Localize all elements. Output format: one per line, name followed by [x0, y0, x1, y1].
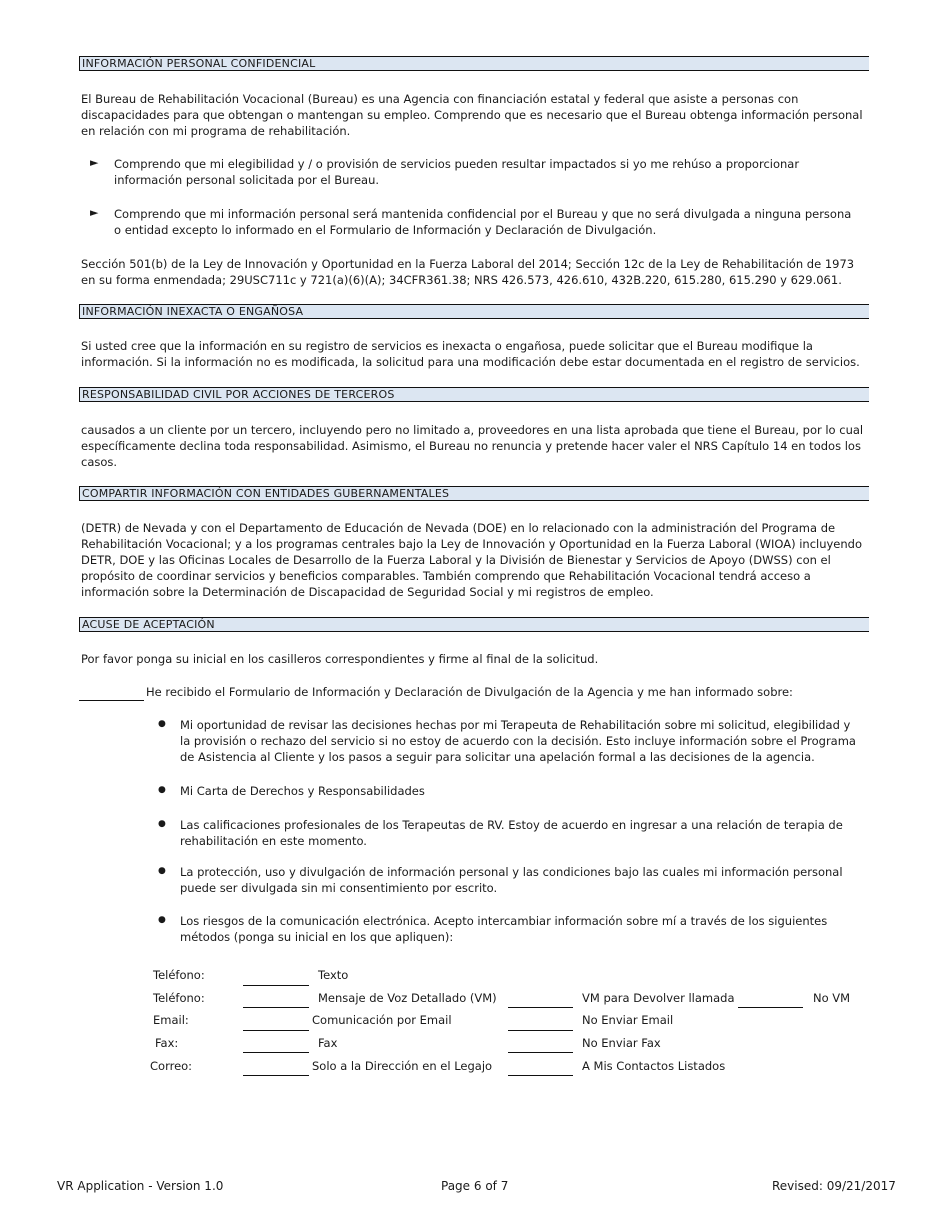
liability-text: causados a un cliente por un tercero, incluyendo pero no limitado a, proveedores en una lista aprobada que tiene el Bureau, por lo cual específicamente declina toda responsabilidad. Asimismo, el Bureau no renuncia y pretende hacer valer el NRS Capítulo 14 en todos los casos. — [81, 423, 864, 469]
sharing-text: (DETR) de Nevada y con el Departamento de Educación de Nevada (DOE) en lo relacionado con la administración del Programa de Rehabilitación Vocacional; y a los programas centrales bajo la Ley de Innovación y Oportunidad en la Fuerza Laboral (WIOA) incluyendo DETR, DOE y las Oficinas Locales de Desarrollo de la Fuerza Laboral y la División de Bienestar y Servicios de Apoyo (DWSS) con el propósito de coordinar servicios y beneficios comparables. También comprendo que Rehabilitación Vocacional tendrá acceso a información sobre la Determinación de Discapacidad de Seguridad Social y mi registros de empleo. — [81, 521, 863, 599]
acceptance-received: He recibido el Formulario de Información y Declaración de Divulgación de la Agencia y me han informado sobre: — [146, 685, 793, 699]
method-row1-opt1: Texto — [318, 968, 349, 982]
method-row3-opt1: Comunicación por Email — [312, 1013, 452, 1027]
arrow-bullet-icon: ► — [90, 206, 99, 219]
acceptance-bullet-3: Las calificaciones profesionales de los Terapeutas de RV. Estoy de acuerdo en ingresar a una relación de terapia de rehabilitación en este momento. — [180, 818, 843, 848]
method-row4-label: Fax: — [155, 1036, 179, 1050]
method-row2-label: Teléfono: — [153, 991, 205, 1005]
acceptance-instruction: Por favor ponga su inicial en los casilleros correspondientes y firme al final de la solicitud. — [81, 652, 599, 666]
method-row3-label: Email: — [153, 1013, 189, 1027]
initial-field-no-fax[interactable] — [508, 1052, 573, 1053]
method-row5-opt1: Solo a la Dirección en el Legajo — [312, 1059, 493, 1073]
arrow-bullet-icon: ► — [90, 156, 99, 169]
acceptance-bullet-1: Mi oportunidad de revisar las decisiones hechas por mi Terapeuta de Rehabilitación sobre mi solicitud, elegibilidad y la provisión o rechazo del servicio si no estoy de acuerdo con la decisión. Esto incluye información sobre el Programa de Asistencia al Cliente y los pasos a seguir para solicitar una apelación formal a las decisiones de la agencia. — [180, 718, 856, 764]
initial-field-fax[interactable] — [243, 1052, 309, 1053]
footer-version: VR Application - Version 1.0 — [57, 1179, 224, 1193]
confidential-legal: Sección 501(b) de la Ley de Innovación y Oportunidad en la Fuerza Laboral del 2014; Sección 12c de la Ley de Rehabilitación de 1973 en su forma enmendada; 29USC711c y 721(a)(6)(A); 34CFR361.38; NRS 426.573, 426.610, 432B.220, 615.280, 615.290 y 629.061. — [81, 257, 855, 287]
bullet-dot-icon: ● — [158, 866, 166, 876]
initial-field-correo-legajo[interactable] — [243, 1075, 309, 1076]
footer-page-number: Page 6 of 7 — [441, 1179, 509, 1193]
bullet-dot-icon: ● — [158, 785, 166, 795]
initial-field-texto[interactable] — [243, 985, 309, 986]
footer-revised-date: Revised: 09/21/2017 — [772, 1179, 896, 1193]
method-row2-opt1: Mensaje de Voz Detallado (VM) — [318, 991, 497, 1005]
section-header-liability: RESPONSABILIDAD CIVIL POR ACCIONES DE TERCEROS — [79, 387, 869, 402]
method-row2-opt3: No VM — [813, 991, 851, 1005]
method-row2-opt2: VM para Devolver llamada — [582, 991, 735, 1005]
initial-field-vm-devolver[interactable] — [508, 1007, 573, 1008]
confidential-intro: El Bureau de Rehabilitación Vocacional (Bureau) es una Agencia con financiación estatal y federal que asiste a personas con discapacidades para que obtengan o mantengan su empleo. Comprendo que es necesario que el Bureau obtenga información personal en relación con mi programa de rehabilitación. — [81, 92, 863, 138]
initial-field-mis-contactos[interactable] — [508, 1075, 573, 1076]
initial-field-received[interactable] — [79, 700, 144, 701]
bullet-dot-icon: ● — [158, 819, 166, 829]
initial-field-vm-detallado[interactable] — [243, 1007, 309, 1008]
section-header-inaccurate: INFORMACIÓN INEXACTA O ENGAÑOSA — [79, 304, 869, 319]
method-row1-label: Teléfono: — [153, 968, 205, 982]
initial-field-no-email[interactable] — [508, 1030, 573, 1031]
method-row5-label: Correo: — [150, 1059, 193, 1073]
bullet-dot-icon: ● — [158, 719, 166, 729]
initial-field-no-vm[interactable] — [738, 1007, 803, 1008]
section-header-acceptance: ACUSE DE ACEPTACIÓN — [79, 617, 869, 632]
method-row3-opt2: No Enviar Email — [582, 1013, 674, 1027]
section-header-confidential: INFORMACIÓN PERSONAL CONFIDENCIAL — [79, 56, 869, 71]
method-row5-opt2: A Mis Contactos Listados — [582, 1059, 726, 1073]
bullet-dot-icon: ● — [158, 915, 166, 925]
inaccurate-text: Si usted cree que la información en su registro de servicios es inexacta o engañosa, puede solicitar que el Bureau modifique la información. Si la información no es modificada, la solicitud para una modificación debe estar documentada en el registro de servicios. — [81, 339, 860, 369]
section-header-sharing: COMPARTIR INFORMACIÓN CON ENTIDADES GUBERNAMENTALES — [79, 486, 869, 501]
confidential-bullet-1: Comprendo que mi elegibilidad y / o provisión de servicios pueden resultar impactados si yo me rehúso a proporcionar información personal solicitada por el Bureau. — [114, 157, 800, 187]
initial-field-email[interactable] — [243, 1030, 309, 1031]
acceptance-bullet-2: Mi Carta de Derechos y Responsabilidades — [180, 784, 425, 798]
method-row4-opt1: Fax — [318, 1036, 338, 1050]
method-row4-opt2: No Enviar Fax — [582, 1036, 661, 1050]
confidential-bullet-2: Comprendo que mi información personal será mantenida confidencial por el Bureau y que no será divulgada a ninguna persona o entidad excepto lo informado en el Formulario de Información y Declaración de Divulgación. — [114, 207, 852, 237]
acceptance-bullet-5: Los riesgos de la comunicación electrónica. Acepto intercambiar información sobre mí a través de los siguientes métodos (ponga su inicial en los que apliquen): — [180, 914, 828, 944]
acceptance-bullet-4: La protección, uso y divulgación de información personal y las condiciones bajo las cuales mi información personal puede ser divulgada sin mi consentimiento por escrito. — [180, 865, 843, 895]
